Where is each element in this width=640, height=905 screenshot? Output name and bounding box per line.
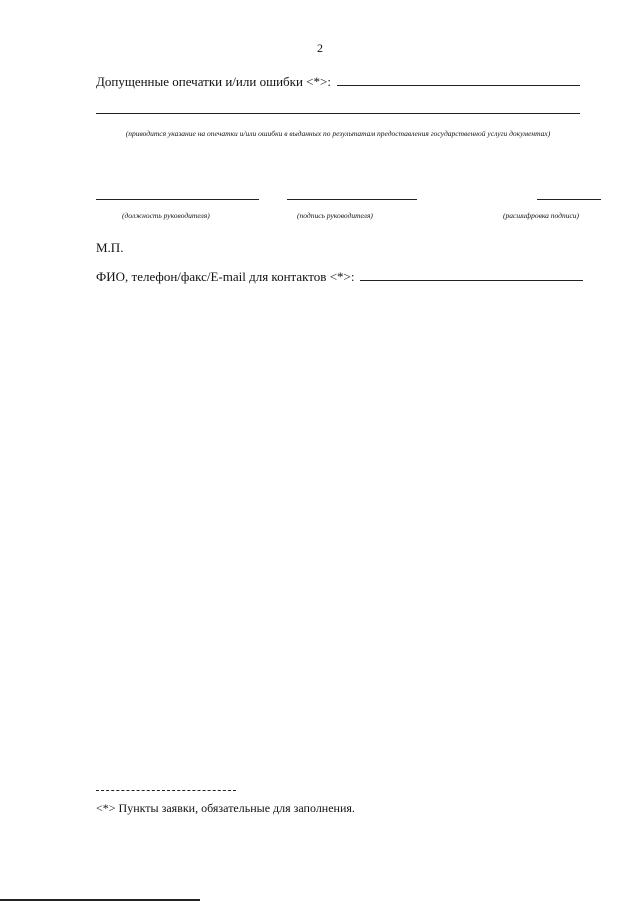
position-caption: (должность руководителя): [122, 211, 210, 220]
transcript-blank-line[interactable]: [537, 199, 601, 200]
signature-blank-line[interactable]: [287, 199, 417, 200]
errors-hint-caption: (приводится указание на опечатки и/или ошибки в выданных по результатам предоставления государственной услуги документах): [125, 129, 551, 138]
position-blank-line[interactable]: [96, 199, 259, 200]
transcript-caption: (расшифровка подписи): [503, 211, 580, 220]
errors-continuation-line[interactable]: [96, 113, 580, 114]
errors-field-row: [96, 73, 580, 90]
footnote-text: <*> Пункты заявки, обязательные для заполнения.: [96, 801, 355, 815]
signature-caption: (подпись руководителя): [297, 211, 373, 220]
page-number: 2: [317, 41, 323, 55]
contacts-field-blank-line[interactable]: [360, 268, 583, 281]
page-bottom-edge-line: [0, 899, 200, 901]
errors-field-blank-line[interactable]: [337, 73, 580, 86]
stamp-place-label: М.П.: [96, 240, 124, 255]
contacts-field-row: [96, 268, 583, 285]
contacts-field-label: ФИО, телефон/факс/E-mail для контактов <*>:: [96, 269, 355, 284]
footnote-separator: [96, 790, 236, 791]
errors-field-label: Допущенные опечатки и/или ошибки <*>:: [96, 74, 331, 89]
